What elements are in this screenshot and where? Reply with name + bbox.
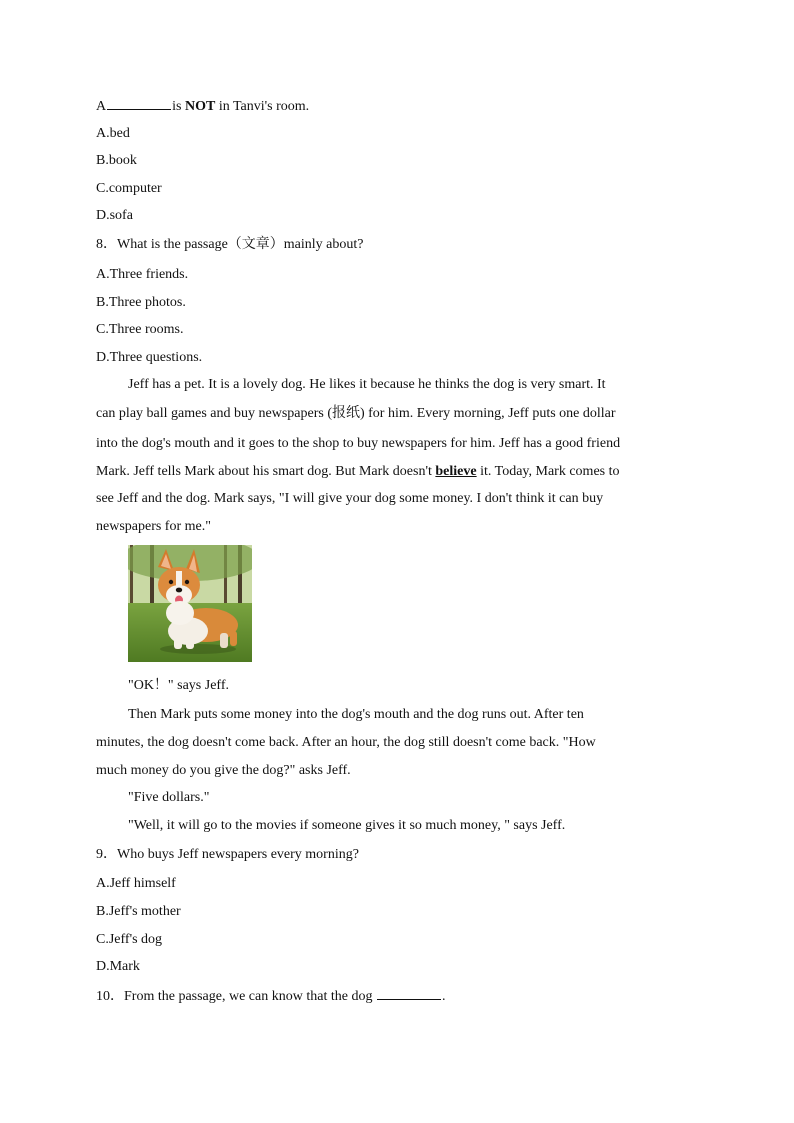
keyword-believe: believe xyxy=(435,464,477,479)
passage-line: newspapers for me." xyxy=(96,519,211,534)
passage-line: Then Mark puts some money into the dog's mouth and the dog runs out. After ten xyxy=(128,707,584,722)
q9-option-c: C.Jeff's dog xyxy=(96,932,163,947)
q7-stem: A is NOT in Tanvi's room. xyxy=(96,99,310,114)
q8-option-a: A.Three friends. xyxy=(96,267,189,282)
q7-option-b: B.book xyxy=(96,153,137,168)
passage-line: Jeff has a pet. It is a lovely dog. He likes it because he thinks the dog is very smart. It xyxy=(128,377,606,392)
passage-line: see Jeff and the dog. Mark says, "I will give your dog some money. I don't think it can buy xyxy=(96,491,604,506)
passage-line: much money do you give the dog?" asks Jeff. xyxy=(96,763,351,778)
corgi-dog-photo xyxy=(128,545,252,662)
five-dollars-line: "Five dollars." xyxy=(128,790,210,805)
q9-option-a: A.Jeff himself xyxy=(96,876,176,891)
q8-question: 8．What is the passage（文章）mainly about? xyxy=(96,237,364,252)
q9-question: 9．Who buys Jeff newspapers every morning? xyxy=(96,847,359,862)
q8-option-c: C.Three rooms. xyxy=(96,322,184,337)
passage-line: Mark. Jeff tells Mark about his smart dog. But Mark doesn't believe it. Today, Mark comes to xyxy=(96,464,620,479)
q8-option-d: D.Three questions. xyxy=(96,350,203,365)
q9-option-b: B.Jeff's mother xyxy=(96,904,181,919)
ok-line: "OK！" says Jeff. xyxy=(128,678,229,693)
passage-line: minutes, the dog doesn't come back. After an hour, the dog still doesn't come back. "How xyxy=(96,735,596,750)
q8-option-b: B.Three photos. xyxy=(96,295,186,310)
q9-option-d: D.Mark xyxy=(96,959,140,974)
answer-blank xyxy=(377,987,441,1000)
well-line: "Well, it will go to the movies if someone gives it so much money, " says Jeff. xyxy=(128,818,566,833)
answer-blank xyxy=(107,97,171,110)
q7-option-d: D.sofa xyxy=(96,208,133,223)
passage-line: can play ball games and buy newspapers (报纸) for him. Every morning, Jeff puts one dollar xyxy=(96,406,616,421)
q7-option-c: C.computer xyxy=(96,181,162,196)
passage-line: into the dog's mouth and it goes to the shop to buy newspapers for him. Jeff has a good friend xyxy=(96,436,621,451)
q7-option-a: A.bed xyxy=(96,126,130,141)
q10-question: 10．From the passage, we can know that the dog . xyxy=(96,989,446,1004)
